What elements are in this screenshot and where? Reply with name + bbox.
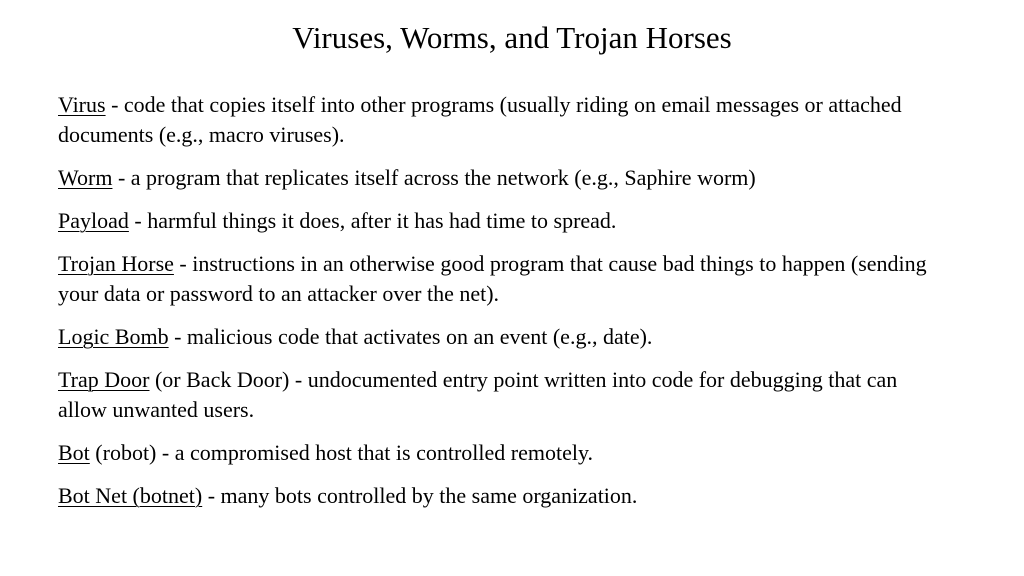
term-virus: Virus — [58, 92, 106, 117]
definition-text-payload: - harmful things it does, after it has had time to spread. — [128, 208, 617, 233]
definition-payload — [58, 206, 948, 236]
definition-virus — [58, 90, 948, 150]
definition-text-virus: - code that copies itself into other programs (usually riding on email messages or attached documents (e.g., macro viruses). — [58, 92, 902, 147]
definition-text-bot: (robot) - a compromised host that is controlled remotely. — [89, 440, 594, 465]
definition-logic-bomb — [58, 322, 948, 352]
slide-title: Viruses, Worms, and Trojan Horses — [292, 20, 732, 55]
definition-worm — [58, 163, 948, 193]
term-trojan-horse: Trojan Horse — [58, 251, 174, 276]
term-payload: Payload — [58, 208, 129, 233]
definition-bot-net — [58, 481, 948, 511]
term-worm: Worm — [58, 165, 113, 190]
definition-bot — [58, 438, 948, 468]
definition-text-worm: - a program that replicates itself across the network (e.g., Saphire worm) — [112, 165, 756, 190]
term-trap-door: Trap Door — [58, 367, 150, 392]
definition-text-trap-door: (or Back Door) - undocumented entry point written into code for debugging that can allow unwanted users. — [58, 367, 898, 422]
definition-trap-door — [58, 365, 948, 425]
term-bot-net: Bot Net (botnet) — [58, 483, 203, 508]
definition-text-logic-bomb: - malicious code that activates on an event (e.g., date). — [168, 324, 653, 349]
definition-text-bot-net: - many bots controlled by the same organization. — [202, 483, 638, 508]
definition-trojan-horse — [58, 249, 948, 309]
term-bot: Bot — [58, 440, 90, 465]
term-logic-bomb: Logic Bomb — [58, 324, 169, 349]
definition-text-trojan-horse: - instructions in an otherwise good program that cause bad things to happen (sending your data or password to an attacker over the net). — [58, 251, 927, 306]
definition-list — [58, 90, 948, 524]
